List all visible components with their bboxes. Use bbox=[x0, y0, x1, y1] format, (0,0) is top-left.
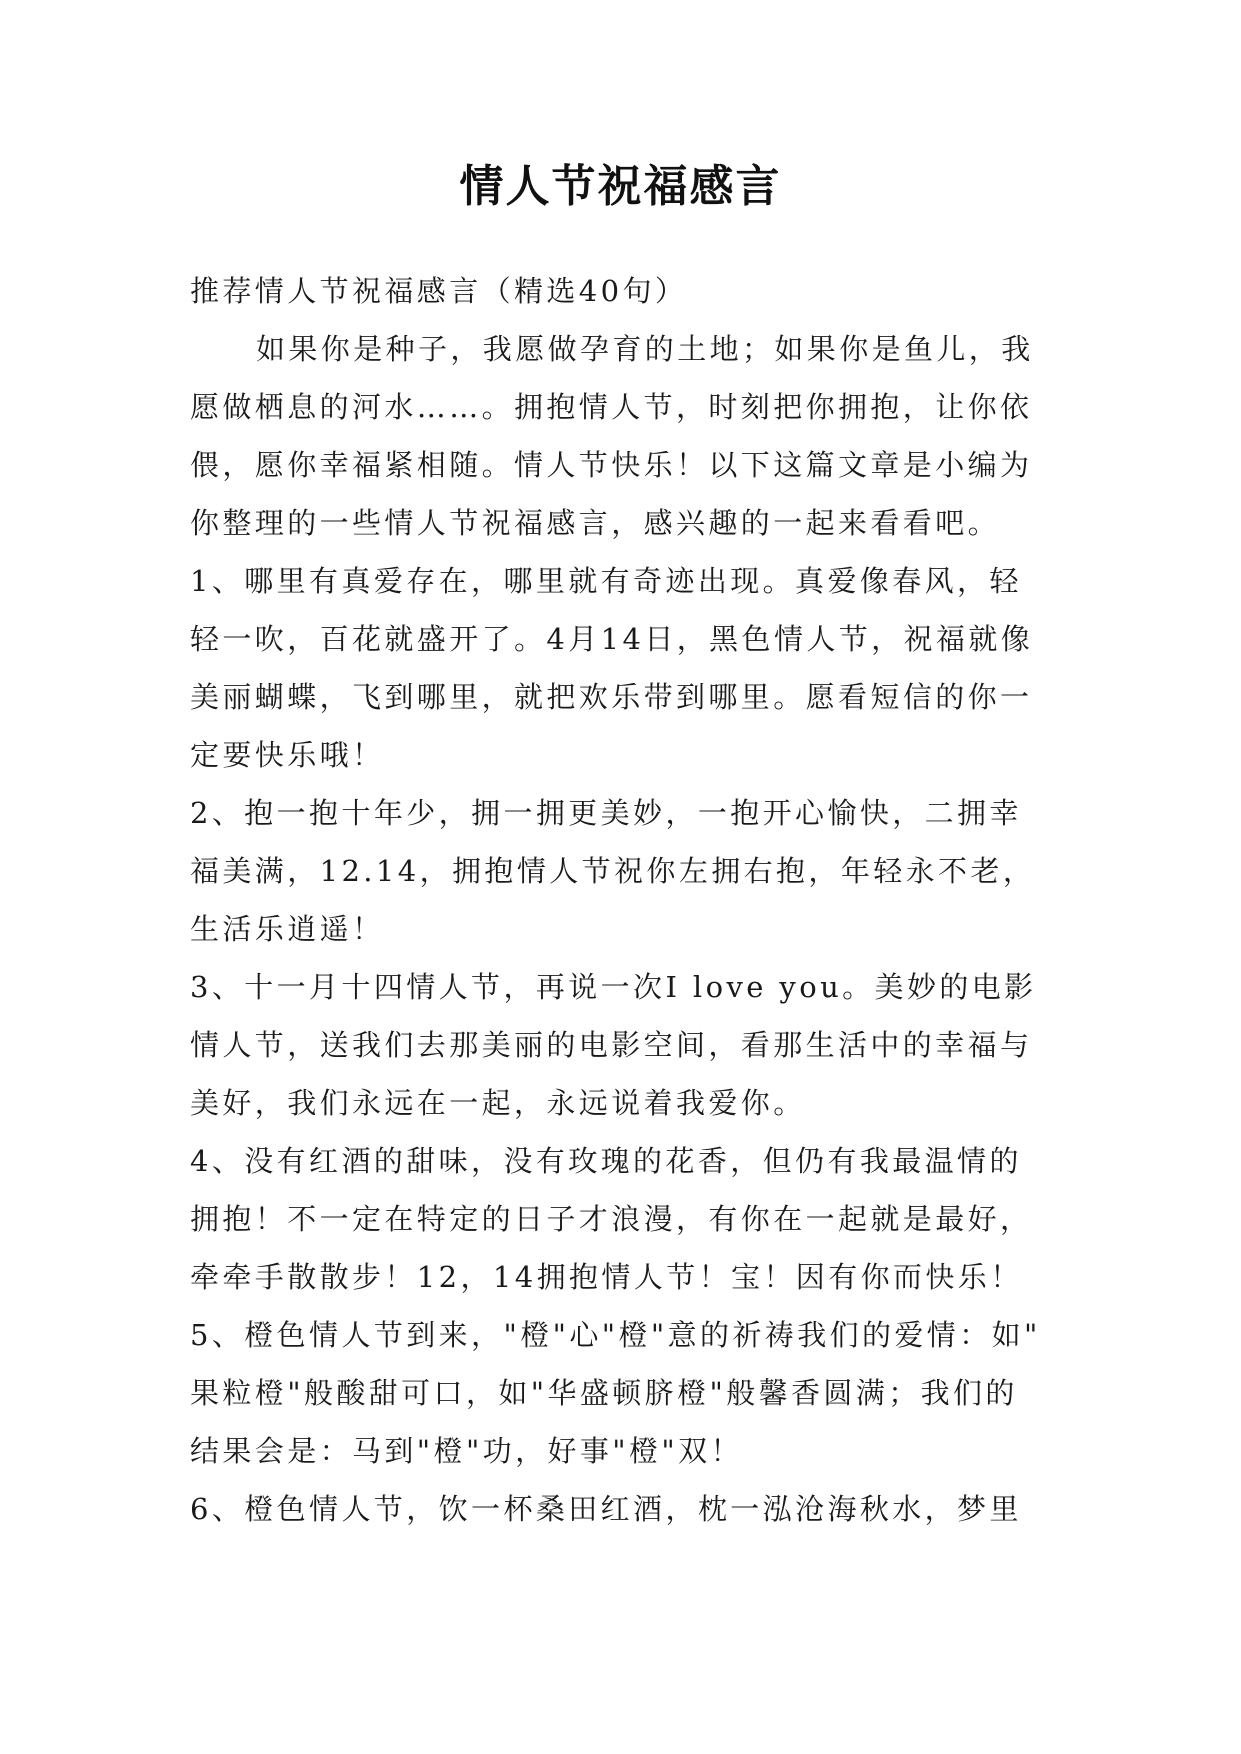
text-line: 5、橙色情人节到来，"橙"心"橙"意的祈祷我们的爱情：如" bbox=[190, 1318, 1041, 1352]
document-title: 情人节祝福感言 bbox=[459, 161, 782, 212]
text-line: 1、哪里有真爱存在，哪里就有奇迹出现。真爱像春风，轻 bbox=[190, 564, 1022, 598]
text-line: 福美满，12.14，拥抱情人节祝你左拥右抱，年轻永不老， bbox=[190, 854, 1036, 888]
text-line: 3、十一月十四情人节，再说一次I love you。美妙的电影 bbox=[190, 970, 1037, 1004]
text-line: 果粒橙"般酸甜可口，如"华盛顿脐橙"般馨香圆满；我们的 bbox=[190, 1376, 1018, 1410]
document-body bbox=[190, 262, 1062, 1538]
text-line: 推荐情人节祝福感言（精选40句） bbox=[190, 274, 688, 308]
text-line: 愿做栖息的河水……。拥抱情人节，时刻把你拥抱，让你依 bbox=[190, 390, 1033, 424]
text-line: 4、没有红酒的甜味，没有玫瑰的花香，但仍有我最温情的 bbox=[190, 1144, 1022, 1178]
text-line: 牵牵手散散步！12，14拥抱情人节！宝！因有你而快乐！ bbox=[190, 1260, 1023, 1294]
text-line: 2、抱一抱十年少，拥一拥更美妙，一抱开心愉快，二拥幸 bbox=[190, 796, 1022, 830]
text-line: 拥抱！不一定在特定的日子才浪漫，有你在一起就是最好， bbox=[190, 1202, 1033, 1236]
text-line: 情人节，送我们去那美丽的电影空间，看那生活中的幸福与 bbox=[190, 1028, 1033, 1062]
text-line: 生活乐逍遥！ bbox=[190, 912, 385, 946]
text-line: 定要快乐哦！ bbox=[190, 738, 385, 772]
text-line: 美丽蝴蝶，飞到哪里，就把欢乐带到哪里。愿看短信的你一 bbox=[190, 680, 1033, 714]
text-line: 你整理的一些情人节祝福感言，感兴趣的一起来看看吧。 bbox=[190, 506, 1001, 540]
text-line: 美好，我们永远在一起，永远说着我爱你。 bbox=[190, 1086, 806, 1120]
text-line: 轻一吹，百花就盛开了。4月14日，黑色情人节，祝福就像 bbox=[190, 622, 1034, 656]
text-line: 偎，愿你幸福紧相随。情人节快乐！以下这篇文章是小编为 bbox=[190, 448, 1033, 482]
text-line: 结果会是：马到"橙"功，好事"橙"双！ bbox=[190, 1434, 743, 1468]
text-line: 如果你是种子，我愿做孕育的土地；如果你是鱼儿，我 bbox=[256, 332, 1034, 366]
text-line: 6、橙色情人节，饮一杯桑田红酒，枕一泓沧海秋水，梦里 bbox=[190, 1492, 1022, 1526]
